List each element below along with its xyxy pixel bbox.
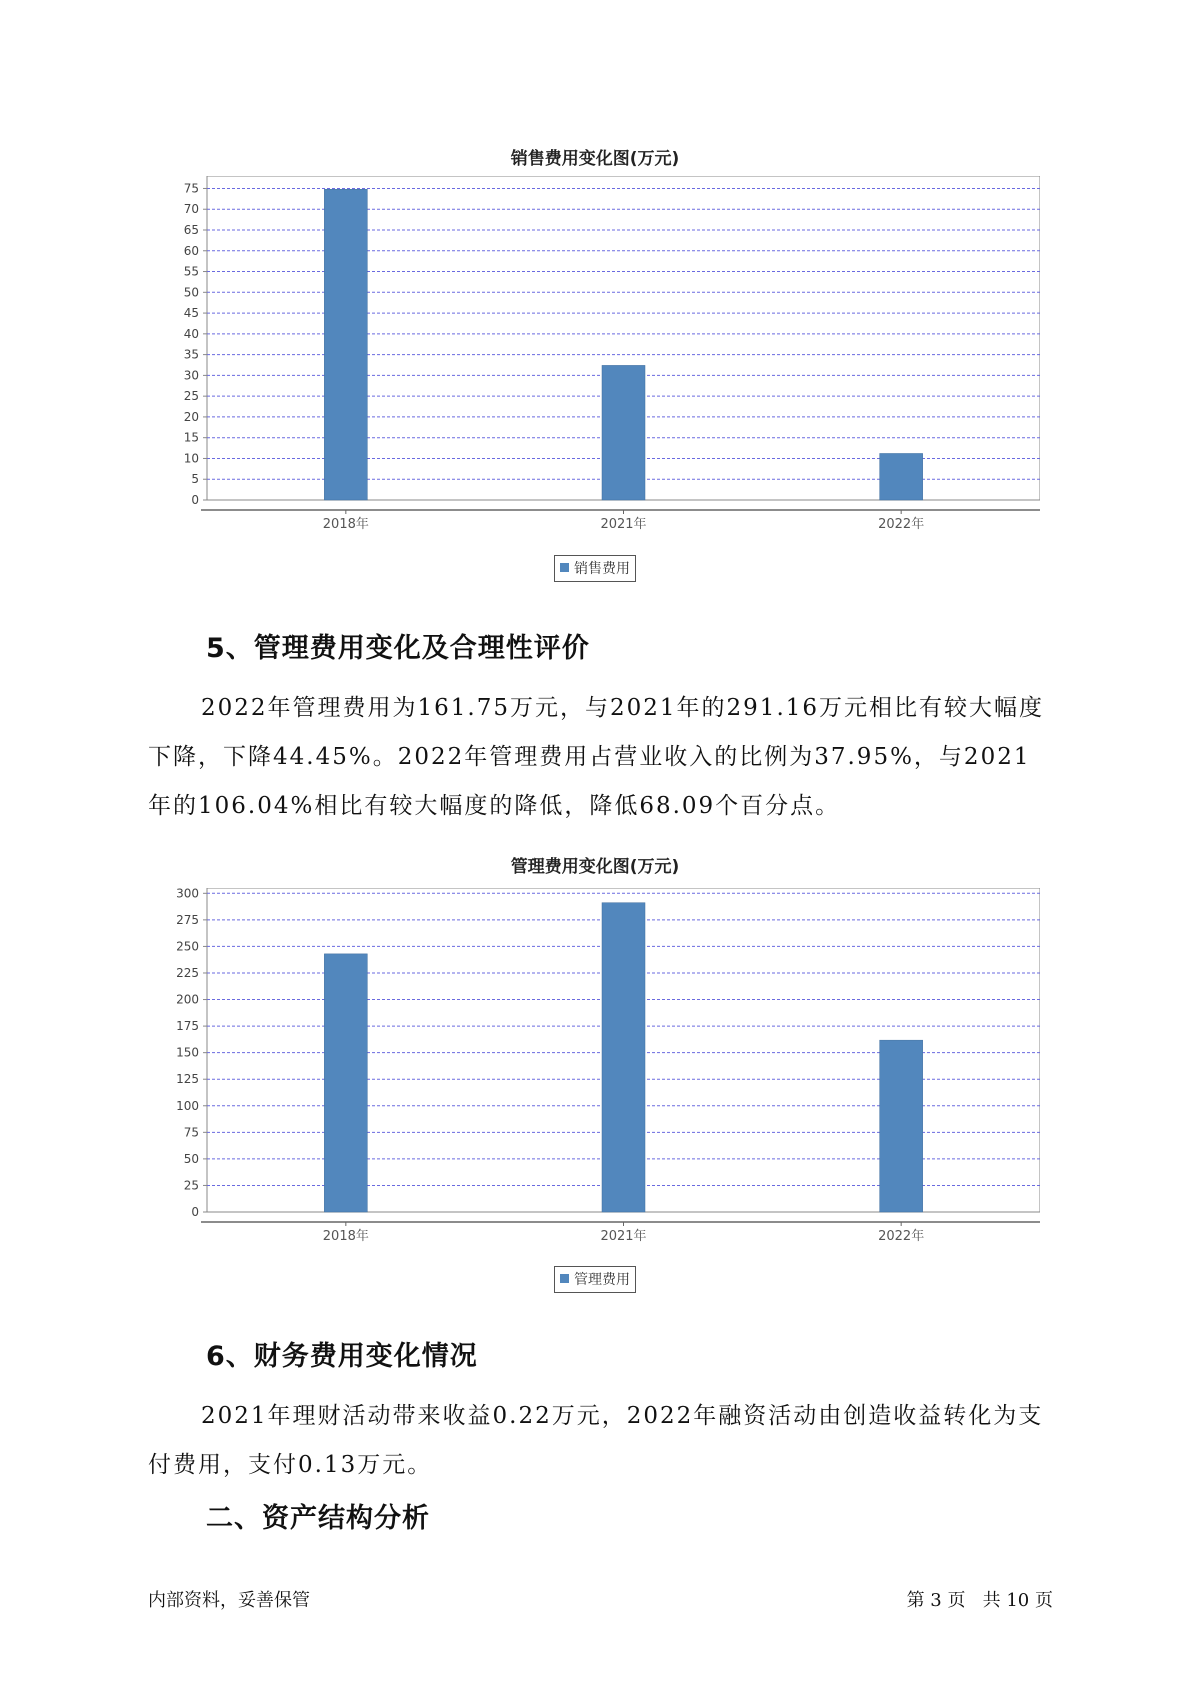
legend-label: 管理费用 — [574, 1272, 630, 1288]
bar-1 — [324, 954, 367, 1212]
section-5-paragraph: 2022年管理费用为161.75万元，与2021年的291.16万元相比有较大幅度下降，下降44.45%。2022年管理费用占营业收入的比例为37.95%，与2021年的106.04%相比有较大幅度的降低，降低68.09个百分点。 — [148, 695, 1045, 819]
y-tick-label: 25 — [183, 389, 199, 404]
y-tick-label: 300 — [176, 888, 199, 901]
bar-3 — [880, 453, 923, 500]
admin-expense-chart — [150, 852, 1040, 1302]
bar-1 — [324, 189, 367, 500]
y-tick-label: 125 — [176, 1072, 199, 1087]
y-tick-label: 250 — [176, 939, 199, 954]
y-tick-label: 65 — [183, 223, 199, 237]
part-2-heading: 二、资产结构分析 — [206, 1503, 430, 1534]
section-5-heading: 5、管理费用变化及合理性评价 — [206, 633, 590, 664]
bar-2 — [602, 365, 645, 500]
y-tick-label: 45 — [183, 306, 199, 321]
y-tick-label: 55 — [183, 264, 199, 279]
y-tick-label: 75 — [183, 181, 199, 196]
x-tick-label: 2018年 — [322, 1229, 369, 1244]
y-tick-label: 200 — [176, 992, 199, 1007]
y-tick-label: 225 — [176, 965, 199, 980]
y-tick-label: 25 — [183, 1178, 199, 1193]
x-tick-label: 2022年 — [878, 517, 925, 532]
y-tick-label: 40 — [183, 326, 199, 341]
y-tick-label: 275 — [176, 912, 199, 927]
section-6-paragraph: 2021年理财活动带来收益0.22万元，2022年融资活动由创造收益转化为支付费用，支付0.13万元。 — [148, 1403, 1044, 1478]
chart-legend — [554, 1266, 636, 1293]
legend-label: 销售费用 — [574, 561, 630, 577]
y-tick-label: 50 — [183, 1151, 199, 1166]
chart-legend — [554, 555, 636, 582]
x-tick-label: 2021年 — [600, 517, 647, 532]
y-tick-label: 50 — [183, 285, 199, 300]
y-tick-label: 30 — [183, 368, 199, 383]
y-tick-label: 35 — [183, 347, 199, 362]
footer-page-number: 第 3 页 共 10 页 — [906, 1590, 1053, 1611]
bar-3 — [880, 1040, 923, 1212]
y-tick-label: 0 — [191, 1205, 199, 1219]
x-tick-label: 2018年 — [322, 517, 369, 532]
bar-2 — [602, 903, 645, 1212]
x-tick-label: 2022年 — [878, 1229, 925, 1244]
chart-title: 管理费用变化图(万元) — [510, 857, 680, 877]
y-tick-label: 15 — [183, 430, 199, 445]
y-tick-label: 75 — [183, 1125, 199, 1140]
y-tick-label: 5 — [191, 472, 199, 487]
admin-expense-chart-plot — [150, 888, 1040, 1298]
y-tick-label: 150 — [176, 1045, 199, 1060]
x-tick-label: 2021年 — [600, 1229, 647, 1244]
sales-expense-chart-plot — [150, 176, 1040, 586]
legend-swatch — [560, 563, 569, 572]
footer-confidential-note: 内部资料，妥善保管 — [148, 1590, 310, 1611]
legend-swatch — [560, 1274, 569, 1283]
y-tick-label: 0 — [191, 493, 199, 507]
y-tick-label: 20 — [183, 409, 199, 424]
y-tick-label: 10 — [183, 451, 199, 466]
y-tick-label: 175 — [176, 1019, 199, 1034]
y-tick-label: 60 — [183, 243, 199, 258]
chart-title: 销售费用变化图(万元) — [510, 149, 680, 169]
section-6-heading: 6、财务费用变化情况 — [206, 1341, 478, 1372]
sales-expense-chart — [150, 140, 1040, 590]
y-tick-label: 100 — [176, 1098, 199, 1113]
y-tick-label: 70 — [183, 202, 199, 217]
